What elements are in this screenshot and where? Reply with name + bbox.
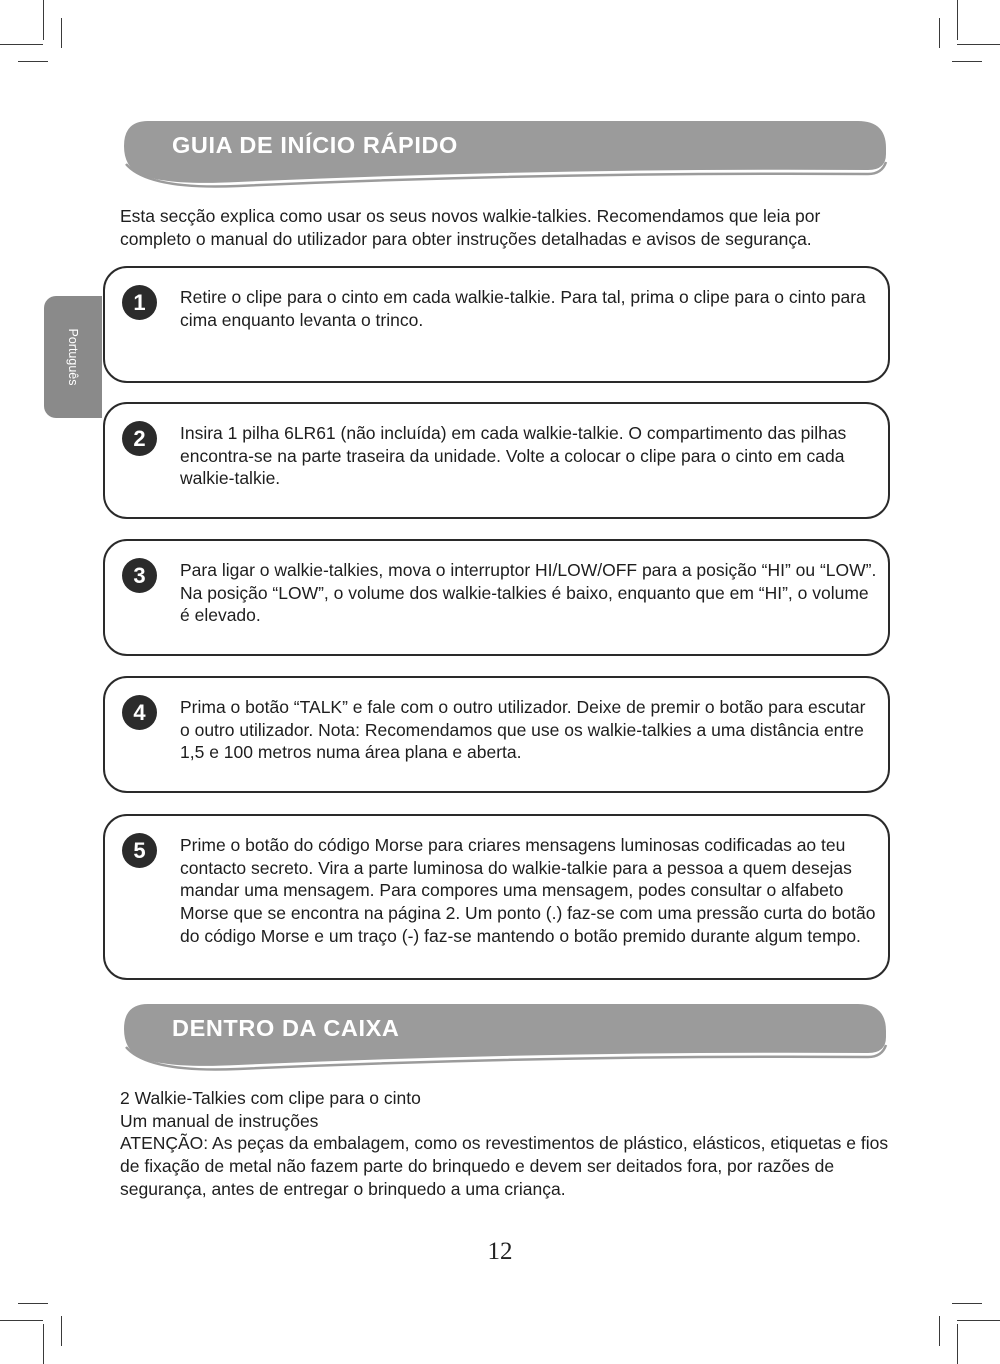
page-number: 12: [487, 1238, 513, 1265]
list-item: Um manual de instruções: [120, 1110, 319, 1131]
crop-mark: [952, 61, 982, 62]
crop-mark: [939, 18, 940, 48]
step-card-5: [103, 814, 890, 980]
crop-mark: [18, 61, 48, 62]
step-number-badge: 5: [122, 833, 157, 868]
crop-mark: [952, 1303, 982, 1304]
crop-mark: [939, 1316, 940, 1346]
step-number-badge: 3: [122, 558, 157, 593]
crop-mark: [43, 0, 44, 40]
step-card-1: [103, 266, 890, 383]
step-text: Prime o botão do código Morse para criares mensagens luminosas codificadas ao teu contacto secreto. Vira a parte luminosa do walkie-talkie para a pessoa a quem desejas mandar uma mensagem. Para compores uma mensagem, podes consultar o alfabeto Morse que se encontra na página 2. Um ponto (.) faz-se com uma pressão curta do botão do código Morse e um traço (-) faz-se mantendo o botão premido durante algum tempo.: [180, 835, 876, 946]
step-number-badge: 2: [122, 421, 157, 456]
box-contents: [120, 1087, 890, 1201]
step-card-4: [103, 676, 890, 793]
crop-mark: [0, 44, 43, 45]
quick-start-title: GUIA DE INÍCIO RÁPIDO: [172, 132, 458, 158]
crop-mark: [957, 1320, 1000, 1321]
step-card-2: [103, 402, 890, 519]
safety-warning: ATENÇÃO: As peças da embalagem, como os revestimentos de plástico, elásticos, etiquetas e fios de fixação de metal não fazem parte do brinquedo e devem ser deitados fora, por razões de segurança, antes de entregar o brinquedo a uma criança.: [120, 1133, 889, 1199]
step-text: Prima o botão “TALK” e fale com o outro utilizador. Deixe de premir o botão para escutar o outro utilizador. Nota: Recomendamos que use os walkie-talkies a uma distância entre 1,5 e 100 metros numa área plana e aberta.: [180, 697, 866, 763]
list-item: 2 Walkie-Talkies com clipe para o cinto: [120, 1088, 421, 1108]
step-card-3: [103, 539, 890, 656]
crop-mark: [43, 1324, 44, 1364]
language-label: Português: [66, 328, 80, 386]
language-tab: [44, 296, 102, 418]
step-number-badge: 4: [122, 695, 157, 730]
crop-mark: [18, 1303, 48, 1304]
crop-mark: [957, 1324, 958, 1364]
crop-mark: [0, 1320, 43, 1321]
quick-start-banner: [118, 120, 892, 200]
step-text: Insira 1 pilha 6LR61 (não incluída) em cada walkie-talkie. O compartimento das pilhas encontra-se na parte traseira da unidade. Volte a colocar o clipe para o cinto em cada walkie-talkie.: [180, 423, 847, 489]
in-the-box-title: DENTRO DA CAIXA: [172, 1015, 400, 1041]
in-the-box-banner: [118, 1003, 892, 1083]
crop-mark: [61, 1316, 62, 1346]
step-number-badge: 1: [122, 285, 157, 320]
step-text: Retire o clipe para o cinto em cada walkie-talkie. Para tal, prima o clipe para o cinto para cima enquanto levanta o trinco.: [180, 287, 866, 330]
crop-mark: [61, 18, 62, 48]
crop-mark: [957, 0, 958, 40]
step-text: Para ligar o walkie-talkies, mova o interruptor HI/LOW/OFF para a posição “HI” ou “LOW”. Na posição “LOW”, o volume dos walkie-talkies é baixo, enquanto que em “HI”, o volume é elevado.: [180, 560, 877, 626]
intro-paragraph: Esta secção explica como usar os seus novos walkie-talkies. Recomendamos que leia por completo o manual do utilizador para obter instruções detalhadas e avisos de segurança.: [120, 206, 821, 249]
crop-mark: [957, 44, 1000, 45]
